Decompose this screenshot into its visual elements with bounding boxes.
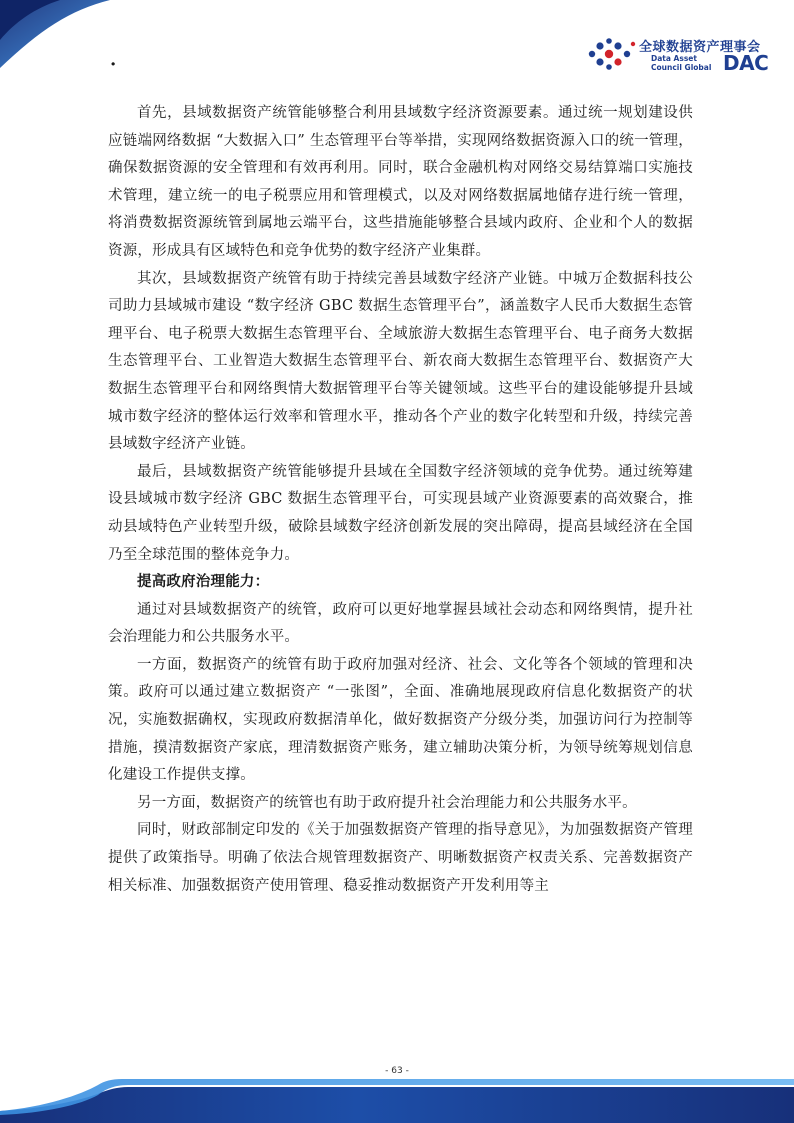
paragraph: 其次，县域数据资产统管有助于持续完善县域数字经济产业链。中城万企数据科技公司助力县域城市建设 “数字经济 GBC 数据生态管理平台”，涵盖数字人民币大数据生态管理平台、电子税票大数据生态管理平台、全域旅游大数据生态管理平台、电子商务大数据生态管理平台、工业智造大数据生态管理平台、新农商大数据生态管理平台、数据资产大数据生态管理平台和网络舆情大数据管理平台等关键领域。这些平台的建设能够提升县域城市数字经济的整体运行效率和管理水平，推动各个产业的数字化转型和升级，持续完善县域数字经济产业链。: [108, 270, 693, 453]
logo-name-en-line2: Council Global: [651, 63, 712, 72]
logo-name-cn: 全球数据资产理事会: [639, 40, 761, 55]
paragraph: 通过对县域数据资产的统管，政府可以更好地掌握县域社会动态和网络舆情，提升社会治理能力和公共服务水平。: [108, 601, 693, 646]
section-heading: 提高政府治理能力：: [137, 574, 270, 591]
corner-decoration: [0, 0, 110, 70]
paragraph: 一方面，数据资产的统管有助于政府加强对经济、社会、文化等各个领域的管理和决策。政府可以通过建立数据资产 “一张图”，全面、准确地展现政府信息化数据资产的状况，实施数据确权，实现政府数据清单化，做好数据资产分级分类，加强访问行为控制等措施，摸清数据资产家底，理清数据资产账务，建立辅助决策分析，为领导统筹规划信息化建设工作提供支撑。: [108, 656, 693, 784]
page-number: - 63 -: [385, 1066, 409, 1076]
header-marker: ·: [110, 54, 117, 75]
paragraph: 最后，县域数据资产统管能够提升县域在全国数字经济领域的竞争优势。通过统筹建设县域城市数字经济 GBC 数据生态管理平台，可实现县域产业资源要素的高效聚合，推动县域特色产业转型升级，破除县域数字经济创新发展的突出障碍，提高县域经济在全国乃至全球范围的整体竞争力。: [108, 463, 693, 563]
paragraph: 同时，财政部制定印发的《关于加强数据资产管理的指导意见》，为加强数据资产管理提供了政策指导。明确了依法合规管理数据资产、明晰数据资产权责关系、完善数据资产相关标准、加强数据资产使用管理、稳妥推动数据资产开发利用等主: [108, 822, 693, 894]
document-body: [108, 100, 693, 900]
paragraph: 另一方面，数据资产的统管也有助于政府提升社会治理能力和公共服务水平。: [137, 794, 637, 811]
dac-logo-icon: [587, 36, 637, 72]
paragraph: 首先，县域数据资产统管能够整合利用县域数字经济资源要素。通过统一规划建设供应链端网络数据 “大数据入口” 生态管理平台等举措，实现网络数据资源入口的统一管理，确保数据资源的安全管理和有效再利用。同时，联合金融机构对网络交易结算端口实施技术管理，建立统一的电子税票应用和管理模式，以及对网络数据属地储存进行统一管理，将消费数据资源统管到属地云端平台，这些措施能够整合县域内政府、企业和个人的数据资源，形成具有区域特色和竞争优势的数字经济产业集群。: [108, 105, 693, 259]
logo-abbr: DAC: [723, 51, 769, 75]
logo-name-en-line1: Data Asset: [651, 54, 697, 63]
dac-logo: [587, 34, 787, 78]
footer-band: [0, 1071, 794, 1123]
